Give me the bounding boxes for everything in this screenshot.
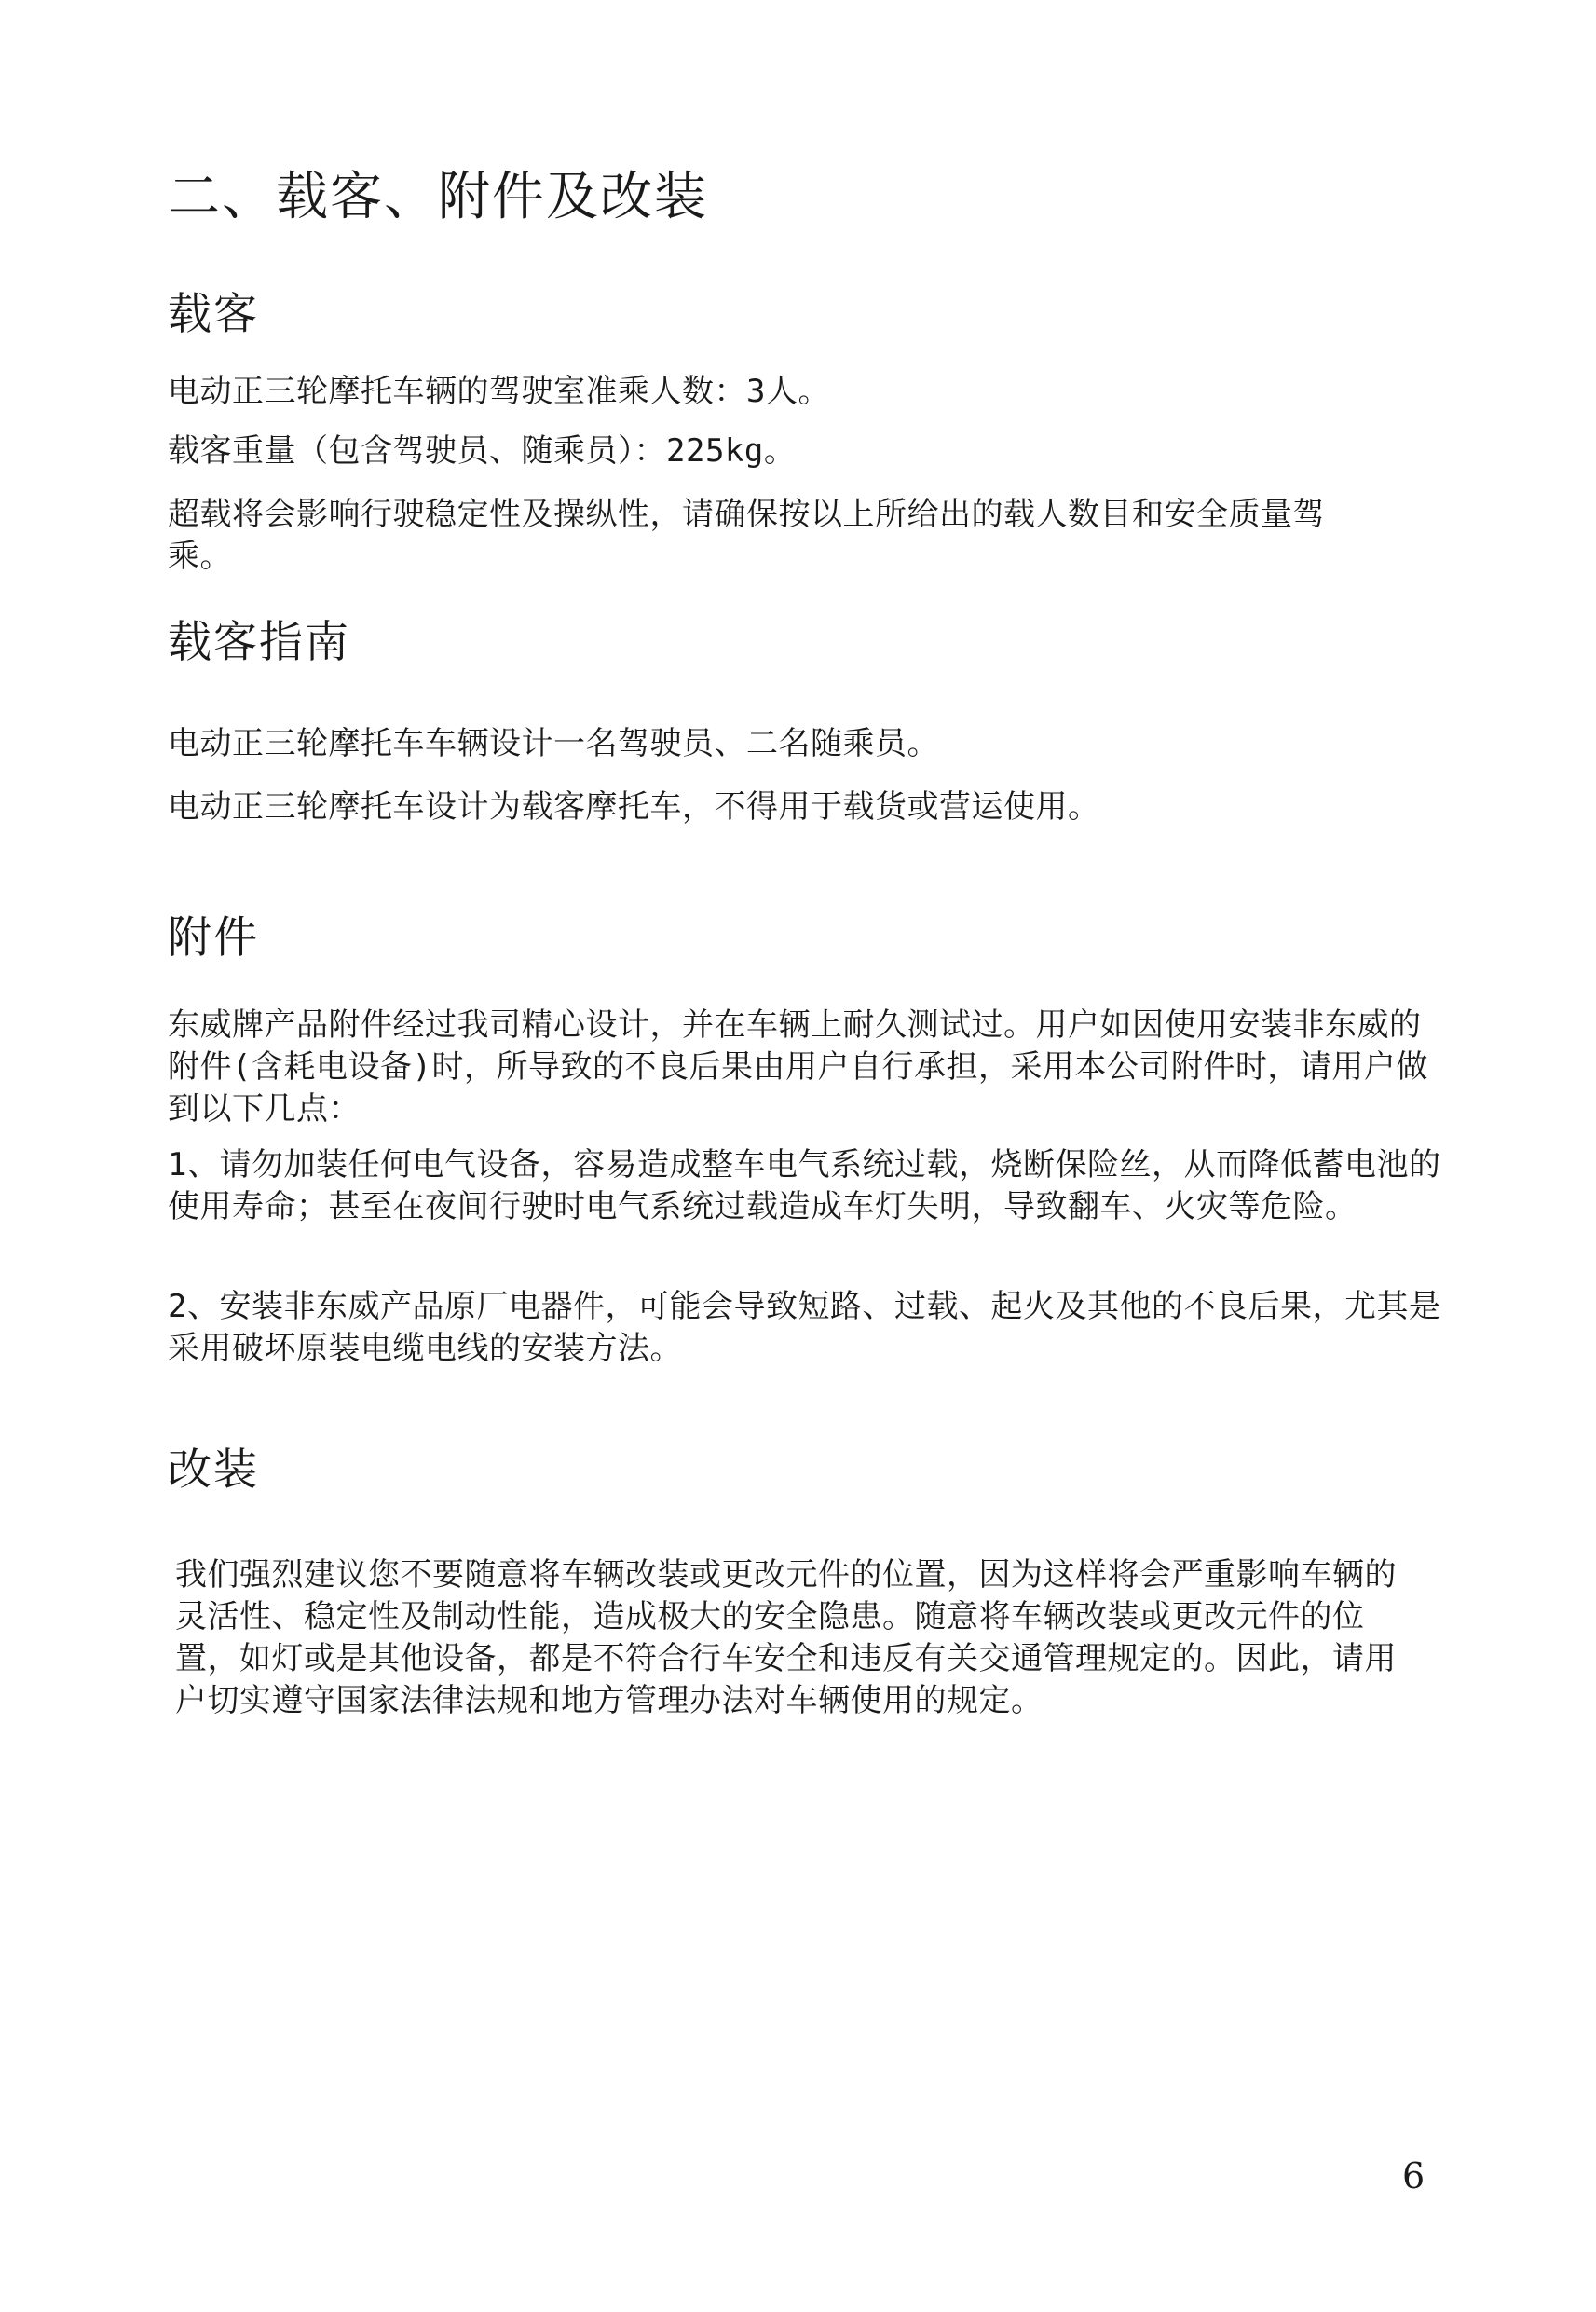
overload-warning-text: 超载将会影响行驶稳定性及操纵性，请确保按以上所给出的载人数目和安全质量驾乘。 — [168, 496, 1325, 575]
section-heading-accessories: 附件 — [168, 912, 259, 964]
passenger-capacity-text: 电动正三轮摩托车辆的驾驶室准乘人数：3人。 — [168, 373, 830, 410]
page-number: 6 — [1402, 2155, 1425, 2196]
accessories-point-2: 2、安装非东威产品原厂电器件，可能会导致短路、过载、起火及其他的不良后果，尤其是采用破坏原装电缆电线的安装方法。 — [168, 1288, 1441, 1367]
passenger-guide-text-2: 电动正三轮摩托车设计为载客摩托车，不得用于载货或营运使用。 — [168, 788, 1100, 826]
section-heading-modification: 改装 — [168, 1444, 259, 1496]
page-title: 二、载客、附件及改装 — [168, 167, 708, 227]
passenger-guide-text-1: 电动正三轮摩托车车辆设计一名驾驶员、二名随乘员。 — [168, 725, 939, 762]
section-heading-passenger-guide: 载客指南 — [168, 617, 350, 668]
section-heading-passengers: 载客 — [168, 289, 259, 340]
passenger-weight-text: 载客重量（包含驾驶员、随乘员）：225kg。 — [168, 432, 797, 470]
accessories-point-1: 1、请勿加装任何电气设备，容易造成整车电气系统过载，烧断保险丝，从而降低蓄电池的使用寿命；甚至在夜间行驶时电气系统过载造成车灯失明，导致翻车、火灾等危险。 — [168, 1146, 1441, 1225]
accessories-intro-text: 东威牌产品附件经过我司精心设计，并在车辆上耐久测试过。用户如因使用安装非东威的附件(含耗电设备)时，所导致的不良后果由用户自行承担，采用本公司附件时，请用户做到以下几点： — [168, 1006, 1428, 1128]
modification-text: 我们强烈建议您不要随意将车辆改装或更改元件的位置，因为这样将会严重影响车辆的灵活性、稳定性及制动性能，造成极大的安全隐患。随意将车辆改装或更改元件的位置，如灯或是其他设备，都是不符合行车安全和违反有关交通管理规定的。因此，请用户切实遵守国家法律法规和地方管理办法对车辆使用的规定。 — [175, 1556, 1397, 1719]
